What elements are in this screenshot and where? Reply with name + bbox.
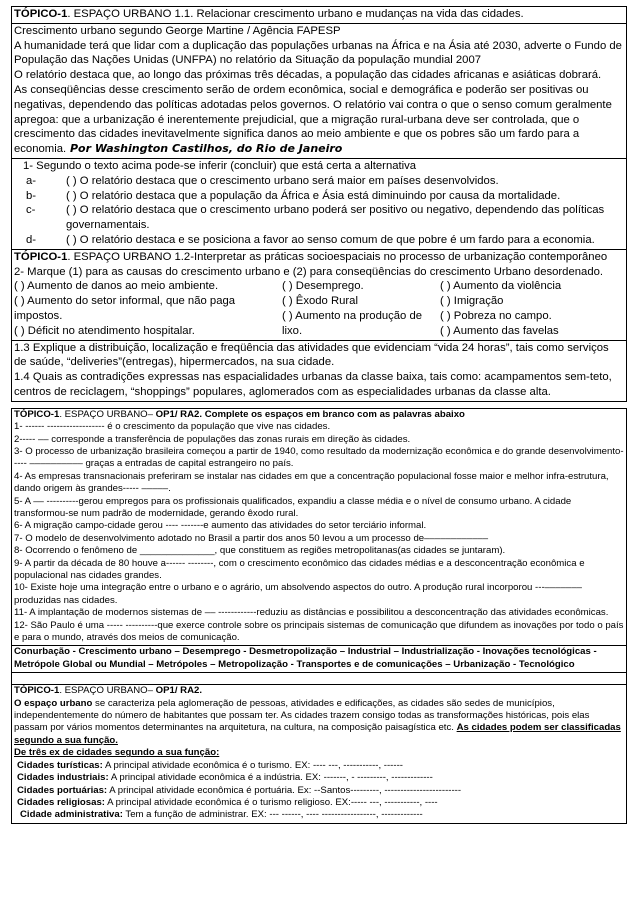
intro-text: se caracteriza pela aglomeração de pessoas, atividades e edificações, as cidades são sedes de municípios, independentemente do número de habitantes que possam ter. As cidades trazem consigo todas as transformações históricas, pois elas passam por vários momentos determinantes na arquitetura, na cultura, na composição paisagística etc. <box>14 697 590 734</box>
fill-item-5: 5- A –– ----------gerou empregos para os profissionais qualificados, expandiu a classe média e o nível de consumo urbano. A cidade transformou-se num padrão de modernidade, gerando êxodo rural. <box>14 495 572 519</box>
question-1-4: 1.4 Quais as contradições expressas nas espacialidades urbanas da classe baixa, tais como: acampamentos sem-teto, centros de reciclagem, “shoppings” populares, aglomerados com as especialidades urbanas da classe alta. <box>14 371 612 398</box>
fill-item-1: 1- ------ ------------------ é o crescimento da população que vive nas cidades. <box>14 421 331 433</box>
fill-item-12: 12- São Paulo é uma ----- ----------que exerce controle sobre os principais sistemas de comunicação que difundem as inovações por todo o país e para o mundo, através dos meios de comunicação. <box>14 619 624 644</box>
fill-item-4: 4- As empresas transnacionais preferiram se instalar nas cidades em que a concentração populacional fosse maior e melhor infra-estrutura, dando origem às grandes----- –––––. <box>14 470 609 495</box>
topic-title: . ESPAÇO URBANO– <box>59 685 156 697</box>
question-1-3: 1.3 Explique a distribuição, localização e freqüência das atividades que evidenciam “vida 24 horas”, tais como serviços de saúde, “deliveries”(entregas), hipermercados, na sua cidade. <box>14 341 609 369</box>
questions-1-3-1-4 <box>12 341 626 402</box>
grid-item[interactable]: ( ) Aumento de danos ao meio ambiente. <box>14 280 219 293</box>
city-type-name: Cidade administrativa: <box>20 809 123 821</box>
reading-paragraph-2: O relatório destaca que, ao longo das próximas três décadas, a população das cidades africanas e asiáticas dobrará. <box>14 69 602 82</box>
word-bank: Conurbação - Crescimento urbano – Desemprego - Desmetropolização – Industrial – Industrialização - Inovações tecnológicas - Metrópole Global ou Mundial – Metrópoles – Metropolização - Transportes e de comunicações – Urbanização - Tecnológico <box>12 646 626 673</box>
fill-in-section <box>12 409 626 647</box>
city-type-industrial <box>14 772 624 784</box>
city-type-port <box>14 785 624 797</box>
fill-item-7: 7- O modelo de desenvolvimento adotado no Brasil a partir dos anos 50 levou a um processo de–––––––––––– <box>14 532 489 544</box>
grid-item[interactable]: ( ) Êxodo Rural <box>282 295 358 308</box>
question-1 <box>12 159 626 250</box>
section-4-header <box>14 685 624 697</box>
option-key: b- <box>26 189 37 202</box>
fill-item-3: 3- O processo de urbanização brasileira começou a partir de 1940, como resultado da modernização econômica e do grande desenvolvimento----- –––––––––– graças a entradas de capital estrangeiro no país. <box>14 445 624 470</box>
reading-paragraph-3-text: As conseqüências desse crescimento serão de ordem econômica, social e demográfica e poderão ser positivas ou negativas, dependendo das políticas adotadas pelos governos. O relatório vai contra o que o senso comum geralmente apregoa: que a urbanização é inerentemente prejudicial, que a migração rural-urbana deve ser controlada, que o crescimento das cidades inevitavelmente significa danos ao meio ambiente e que os pobres são um fardo para a economia. <box>14 83 612 156</box>
grid-column-2 <box>282 279 440 338</box>
option-text: ( ) O relatório destaca que a população da África e Ásia está diminuindo por causa da mortalidade. <box>66 189 561 202</box>
intro-term: O espaço urbano <box>14 697 93 709</box>
grid-item[interactable]: ( ) Aumento na produção de lixo. <box>282 309 423 337</box>
section-1-header <box>12 7 626 24</box>
topic-title: . ESPAÇO URBANO– <box>59 408 156 420</box>
option-key: a- <box>26 174 37 187</box>
grid-column-3 <box>440 279 624 338</box>
city-type-text: A principal atividade econômica é o turismo religioso. EX:----- ---, -----------, ---- <box>104 796 438 808</box>
grid-item[interactable]: ( ) Aumento do setor informal, que não paga impostos. <box>14 295 236 322</box>
option-text: ( ) O relatório destaca que o crescimento urbano será maior em países desenvolvidos. <box>66 174 499 187</box>
topic-instructions: OP1/ RA2. Complete os espaços em branco com as palavras abaixo <box>155 408 465 420</box>
blank-row <box>12 673 626 685</box>
fill-item-6: 6- A migração campo-cidade gerou ---- -------e aumento das atividades do setor terciário informal. <box>14 520 427 532</box>
city-types-question: De três ex de cidades segundo a sua função: <box>14 747 220 759</box>
fill-item-2: 2----- –– corresponde a transferência de populações das zonas rurais em direção às cidades. <box>14 433 411 445</box>
city-type-administrative <box>14 809 624 821</box>
worksheet-page <box>11 6 627 824</box>
topic-label: TÓPICO-1 <box>14 685 60 697</box>
option-a[interactable] <box>14 174 624 189</box>
grid-item[interactable]: ( ) Aumento da violência <box>440 280 562 293</box>
section-4 <box>12 685 626 823</box>
topic-label: TÓPICO-1 <box>14 408 60 420</box>
question-2-instructions: 2- Marque (1) para as causas do crescimento urbano e (2) para conseqüências do crescimento Urbano desordenado. <box>14 265 604 278</box>
grid-item[interactable]: ( ) Desemprego. <box>282 280 364 293</box>
question-1-prompt: 1- Segundo o texto acima pode-se inferir (concluir) que está certa a alternativa <box>23 159 417 172</box>
option-key: d- <box>26 233 37 246</box>
grid-item[interactable]: ( ) Imigração <box>440 295 504 308</box>
reading-paragraph-3 <box>14 83 624 157</box>
city-type-text: A principal atividade econômica é a indústria. EX: -------, - ---------, ------------- <box>108 772 433 784</box>
intro-highlight: As cidades podem ser classificadas segundo a sua função. <box>14 722 621 746</box>
reading-source: Crescimento urbano segundo George Martine / Agência FAPESP <box>14 24 341 37</box>
city-type-touristic <box>14 760 624 772</box>
city-type-name: Cidades industriais: <box>17 772 109 784</box>
section-2-header <box>14 250 624 265</box>
option-b[interactable] <box>14 189 624 204</box>
topic-label: TÓPICO-1 <box>14 250 68 263</box>
city-type-text: A principal atividade econômica é o turismo. EX: ---- ---, -----------, ------ <box>102 759 403 771</box>
fill-item-8: 8- Ocorrendo o fenômeno de ______________, que constituem as regiões metropolitanas(as cidades se juntaram). <box>14 545 506 557</box>
fill-item-10: 10- Existe hoje uma integração entre o urbano e o agrário, um absolvendo aspectos do outro. A produção rural incorporou ---–––––––produzidas nas cidades. <box>14 582 582 606</box>
section-2 <box>12 250 626 341</box>
city-type-name: Cidades portuárias: <box>17 784 108 796</box>
topic-label: TÓPICO-1 <box>14 8 68 20</box>
fill-item-11: 11- A implantação de modernos sistemas de –– ------------reduziu as distâncias e possibilitou a desconcentração das atividades econômicas. <box>14 607 609 619</box>
grid-item[interactable]: ( ) Aumento das favelas <box>440 324 559 337</box>
grid-column-1 <box>14 279 282 338</box>
option-c[interactable] <box>14 203 624 233</box>
fill-item-9: 9- A partir da década de 80 houve a------ --------, com o crescimento econômico das cidades médias e a desconcentração econômica e populacional nas cidades grandes. <box>14 557 585 581</box>
topic-title: . ESPAÇO URBANO 1.2-Interpretar as práticas socioespaciais no processo de urbanização contemporâneo <box>67 250 608 263</box>
city-type-religious <box>14 797 624 809</box>
grid-item[interactable]: ( ) Pobreza no campo. <box>440 309 552 322</box>
topic-title: . ESPAÇO URBANO 1.1. Relacionar crescimento urbano e mudanças na vida das cidades. <box>67 8 524 20</box>
section-1-table <box>11 6 627 402</box>
section-3-table <box>11 408 627 824</box>
city-type-text: Tem a função de administrar. EX: --- ------, ---- -----------------, ------------- <box>122 809 423 821</box>
urban-space-intro <box>14 698 624 748</box>
option-d[interactable] <box>14 233 624 248</box>
grid-item[interactable]: ( ) Déficit no atendimento hospitalar. <box>14 324 195 337</box>
city-type-text: A principal atividade econômica é portuária. Ex: --Santos---------, ------------------------ <box>107 784 462 796</box>
option-key: c- <box>26 204 36 217</box>
city-type-name: Cidades turísticas: <box>17 759 103 771</box>
option-text: ( ) O relatório destaca e se posiciona a favor ao senso comum de que pobre é um fardo para a economia. <box>66 233 595 246</box>
reading-credit: Por Washington Castilhos, do Rio de Janeiro <box>66 142 343 156</box>
topic-code: OP1/ RA2. <box>155 685 203 697</box>
city-type-name: Cidades religiosas: <box>17 796 105 808</box>
option-text: ( ) O relatório destaca que o crescimento urbano poderá ser positivo ou negativo, dependendo das políticas governamentais. <box>66 204 605 232</box>
cause-consequence-grid <box>14 279 624 338</box>
section-3-header <box>14 409 624 421</box>
reading-text <box>12 24 626 159</box>
reading-paragraph-1: A humanidade terá que lidar com a duplicação das populações urbanas na África e na Ásia até 2030, adverte o Fundo de População das Nações Unidas (UNFPA) no relatório da Situação da população mundial 2007 <box>14 39 622 67</box>
